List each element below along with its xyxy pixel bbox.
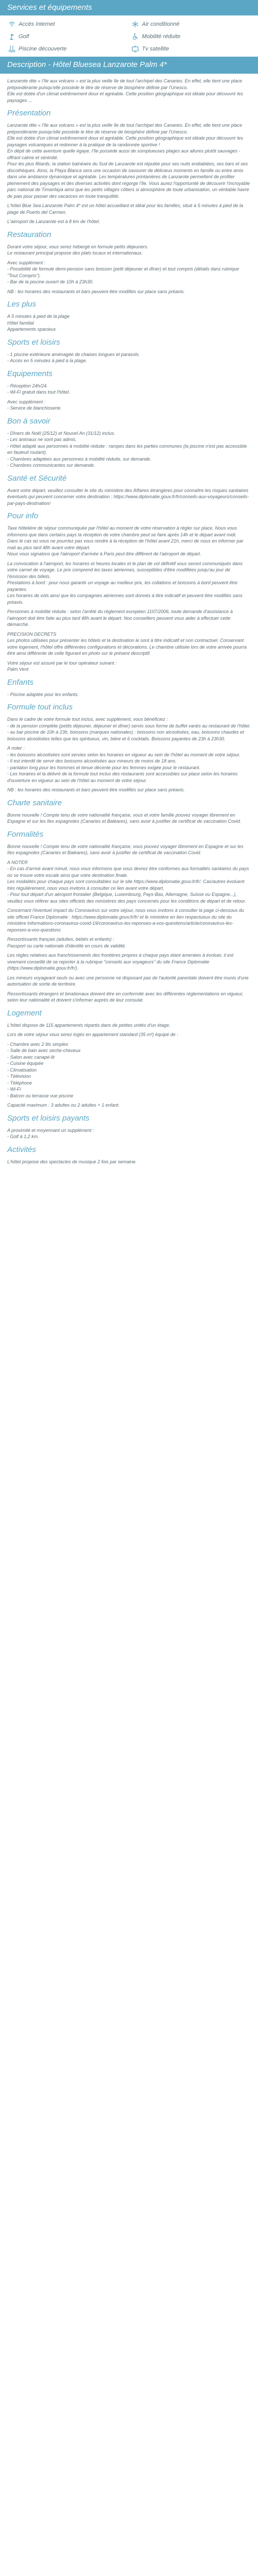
section-paragraph: Les mineurs voyageant seuls ou avec une personne ne disposant pas de l'autorité parentale doivent être munis d'une autorisation de sortie de territoire.	[7, 975, 250, 987]
amenity-item	[8, 21, 126, 28]
section-paragraph: L'hôtel propose des spectacles de musique 2 fois par semaine.	[7, 1159, 137, 1164]
section-heading: Les plus	[7, 300, 36, 309]
section-heading: Formalités	[7, 829, 44, 839]
section	[7, 512, 251, 673]
section-heading: Sports et loisirs payants	[7, 1113, 90, 1123]
section-paragraph: - Chambre avec 2 lits simples - Salle de bain avec sèche-cheveux - Salon avec canapé-lit - Cuisine équipée - Climatisation - Télévision - Téléphone - Wi-Fi - Balcon ou terrasse vue piscine	[7, 1041, 81, 1098]
amenity-item	[132, 45, 250, 53]
amenity-label: Golf	[19, 33, 29, 40]
section-paragraph: A noter : - les boissons alcoolisées sont servies selon les horaires en vigueur au sein de l'hôtel au moment de votre séjour. - Il est interdit de servir des boissons alcoolisées aux mineurs de moins de 18 ans. - pantalon long pour les hommes et tenue décente pour les femmes exigée pour le restaurant. - Les horaires et la délivré de la formule tout inclus des restaurants sont accessibles sur place selon les horaires d'ouverture en vigueur au sein de l'hôtel au moment de votre séjour.	[7, 745, 240, 783]
section	[7, 799, 251, 825]
section-heading: Formule tout inclus	[7, 703, 73, 711]
section-heading: Charte sanitaire	[7, 798, 62, 807]
section	[7, 1114, 251, 1140]
hotel-description-title: Description - Hôtel Bluesea Lanzarote Palm 4*	[0, 57, 258, 74]
wheelchair-icon	[132, 33, 139, 40]
section-paragraph: Avec supplément : - Service de blanchisserie.	[7, 399, 62, 411]
section-heading: Pour info	[7, 512, 39, 520]
section-paragraph: L'hôtel Blue Sea Lanzarote Palm 4* est un hôtel accueillant et idéal pour les familles, situé à 5 minutes à pied de la plage de Puerto del Carmen.	[7, 203, 245, 215]
amenity-label: Accès Internet	[19, 21, 55, 27]
section-paragraph: PRECISION DECRETS Les photos utilisées pour présenter les hôtels et la destination le sont à titre indicatif et non contractuel. Conservant votre logement, l'hôtel offre différentes configurations et décorations. Le chambre utilisée lors de votre arrivée pourra être ainsi différente de celle figurant en photo sur le présent descriptif.	[7, 631, 247, 656]
section	[7, 338, 251, 364]
section-paragraph: A NOTER - En cas d'arrivé avant minuit, nous vous informons que vous devrez être conformes aux formalités sanitaires du pays où se trouve votre escale ainsi que votre destination finale. Les modalités pour chaque pays sont consultables sur le site https://www.diplomatie.gouv.fr/fr/. Cas/autres évoluent très régulièrement, nous vous invitons à consulter ce lien avant votre départ. - Pour tout départ d'un aéroport frontalier (Belgique, Luxembourg, Pays-Bas, Allemagne, Suisse ou Espagne...), veuillez vous référer aux sites officiels des ministères des pays concernés pour les conditions de départ et de retour.	[7, 859, 249, 904]
amenity-label: Tv satellite	[142, 46, 169, 52]
section-paragraph: Concernant l'éventuel impact du Coronavirus sur votre séjour, nous vous invitons à consulter la page ci-dessous du site officiel France Diplomatie : https://www.diplomatie.gouv.fr/fr/ et le ministère en lien respectueux du site du ministère Informations-coronavirus-covid-19/coronavirus-les-reponses-a-vos-questions/article/coronavirus-les-reponses-a-vos-questions	[7, 908, 246, 933]
section-paragraph: L'aéroport de Lanzarote est à 8 km de l'hôtel.	[7, 219, 101, 224]
section-paragraph: Lanzarote dite « l'île aux volcans » est la plus veille île de tout l'archipel des Canaries. En effet, elle tient une place prépondérante puisqu'elle possède le titre de réserve de biosphère définie par l'Unesco. Elle est dotée d'un climat extrêmement doux et agréable. Cette position géographique est idéale pour découvrir les paysages volcaniques et redonner à la pratique de la randonnée sportive ! En dépit de cette aventure quelle égaye, l'île possède aussi de somptueuses plages aux allures plutôt sauvages - offrant calme et sérénité. Pour les plus fêtards, la station balnéaire du Sud de Lanzarote est réputée pour ses nuits endiablées, ses bars et ses discothèques. Ainsi, la Playa Blanca sera une occasion de savourer de délicieux moments en famille ou entre amis dans une ambiance dynamique et agréable. Les températures printanières de Lanzarote permettent de profiter pleinement des paysages et des diverses activités dont regorge l'île. Vous aurez l'opportunité de découvrir l'incroyable parc national de Timanfaya ainsi que les petits villages côtiers si atmosphère de toute urbanisation, un véritable havre de paix pour passer des vacances en toute tranquillité.	[7, 123, 250, 199]
section-heading: Equipements	[7, 369, 53, 378]
section-paragraph: Personnes à mobilité réduite : selon l'arrêté du règlement européen 1107/2006, toute demande d'assistance à l'aéroport doit être faite au plus tard 48h avant le départ. Nos conseillers peuvent vous aider à effectuer cette démarche.	[7, 609, 234, 627]
section	[7, 369, 251, 412]
pool-icon	[8, 45, 15, 53]
section-paragraph: Avant votre départ, veuillez consulter le site du ministère des Affaires étrangères pour connaître les risques sanitaires éventuels qui peuvent concerner votre destination : https://www.diplomatie.gouv.fr/fr/conseils-aux-voyageurs/conseils-par-pays-destination/	[7, 487, 250, 506]
section-paragraph: NB : les horaires des restaurants et bars peuvent être modifiés sur place sans préavis.	[7, 787, 185, 792]
section-heading: Bon à savoir	[7, 416, 51, 426]
section-heading: Présentation	[7, 109, 51, 117]
wifi-icon	[8, 21, 15, 28]
section-heading: Sports et loisirs	[7, 337, 60, 347]
section	[7, 474, 251, 507]
section	[7, 830, 251, 1004]
intro-paragraph: Lanzarote dite « l'île aux volcans » est la plus veille île de tout l'archipel des Canaries. En effet, elle tient une place prépondérante puisqu'elle possède le titre de réserve de biosphère définie par l'Unesco. Elle est dotée d'un climat extrêmement doux et agréable. Cette position géographique est idéale pour découvrir les paysages ...	[7, 78, 243, 103]
section-paragraph: A proximité et moyennant un supplément : - Golf à 1,2 km.	[7, 1127, 94, 1139]
section	[7, 1009, 251, 1109]
amenity-label: Mobilité réduite	[142, 33, 181, 40]
services-title-bar: Services et équipements	[0, 0, 258, 15]
section-paragraph: Ressortissants étrangers et binationaux doivent être en conformité avec les différentes réglementations en vigueur, selon leur nationalité et doivent s'informer auprès de leur consulat.	[7, 991, 245, 1003]
section-paragraph: Dans le cadre de votre formule tout inclus, avec supplément, vous bénéficiez : - de la pension complète (petits déjeuner, déjeuner et dîner) servis sous forme de buffet variés au restaurant de l'hôtel. - au bar piscine de 10h à 23h, boissons (marques nationales) : boissons non alcoolisées, eau, boissons chaudes et boissons alcoolisées telles que les spiritueux, vin, bière et 6 cocktails. Boissons payantes de 23h à 23h30.	[7, 717, 251, 741]
section-paragraph: Lors de votre séjour vous serez logés en appartement standard (35 m²) équipé de :	[7, 1032, 179, 1037]
amenity-item	[132, 21, 250, 28]
section-paragraph: Avec supplément : - Possibilité de formule demi-pension sans boisson (petit déjeuner et dîner) et tout compris (détails dans rubrique "Tout Compris"). - Bar de la piscine ouvert de 10h à 23h30.	[7, 260, 239, 284]
section-heading: Enfants	[7, 677, 34, 687]
sections	[7, 109, 251, 1165]
section-heading: Restauration	[7, 230, 52, 239]
section	[7, 300, 251, 333]
section-heading: Santé et Sécurité	[7, 473, 67, 483]
section-paragraph: Capacité maximum : 3 adultes ou 2 adultes + 1 enfant.	[7, 1103, 120, 1108]
section-paragraph: A 5 minutes à pied de la plage Hôtel familial Appartements spacieux	[7, 314, 70, 332]
section-paragraph: Durant votre séjour, vous serez hébergé en formule petits déjeuners. Le restaurant principal propose des plats locaux et internationaux.	[7, 244, 149, 256]
section	[7, 417, 251, 469]
amenity-label: Piscine découverte	[19, 46, 67, 52]
section-paragraph: Ressortissants français (adultes, bébés et enfants) : Passport ou carte nationale d'identité en cours de validité.	[7, 937, 126, 948]
section	[7, 1145, 251, 1165]
section-paragraph: - Réception 24h/24. - Wi-Fi gratuit dans tout l'hôtel.	[7, 383, 70, 395]
description-content	[0, 74, 258, 1178]
amenities-grid	[0, 15, 258, 57]
section-paragraph: Taxe hôtelière de séjour communiquée par l'hôtel au moment de votre réservation à régler sur place. Nous vous informons que dans certains pays la réception de votre chambre peut se faire après 14h et le départ avant midi. Dans le cas où vous ne pourriez pas vous rendre à la réception de l'hôtel avant 21h, merci de nous en informer par mail au plus tard 48h avant votre départ. Nous vous signalons que l'aéroport d'arrivée à Paris peut être différent de l'aéroport de départ.	[7, 526, 244, 556]
golf-icon	[8, 33, 15, 40]
section-paragraph: L'hôtel dispose de 115 appartements répartis dans de petites unités d'un étage.	[7, 1022, 170, 1028]
tv-icon	[132, 45, 139, 53]
section-paragraph: Les règles relatives aux franchissements des frontières propres à chaque pays étant amenées à évoluer, il est vivement conseillé de se reporter à la rubrique "conseils aux voyageurs" du site France Diplomatie (https://www.diplomatie.gouv.fr/fr/).	[7, 953, 235, 971]
section-paragraph: - 1 piscine extérieure aménagée de chaises longues et parasols. - Accès en 5 minutes à pied à la plage.	[7, 351, 140, 363]
snowflake-icon	[132, 21, 139, 28]
amenity-item	[8, 33, 126, 40]
section-paragraph: - Piscine adaptée pour les enfants.	[7, 691, 79, 697]
section-heading: Logement	[7, 1008, 42, 1018]
amenity-label: Air conditionné	[142, 21, 180, 27]
section-paragraph: NB : les horaires des restaurants et bars peuvent être modifiés sur place sans préavis.	[7, 289, 185, 294]
amenity-item	[132, 33, 250, 40]
section-heading: Activités	[7, 1145, 36, 1154]
page	[0, 0, 258, 1178]
section-paragraph: Bonne nouvelle ! Compte tenu de votre nationalité française, vous et votre famille pouvez voyager librement en Espagne et sur les îles espagnoles (Canaries et Baléares), sans avoir à justifier de certificat de vaccination Covid.	[7, 812, 241, 824]
amenity-item	[8, 45, 126, 53]
section	[7, 703, 251, 793]
section	[7, 109, 251, 225]
section-paragraph: Votre séjour est assuré par le tour opérateur suivant : Palm Vent	[7, 660, 117, 672]
section-paragraph: - Dîners de Noël (25/12) et Nouvel An (31/12) inclus. - Les animaux ne sont pas admis. - Hôtel adapté aux personnes à mobilité réduite : rampes dans les parties communes (la piscine n'est pas accessible en fauteuil roulant). - Chambres adaptées aux personnes à mobilité réduite, sur demande. - Chambres communicantes sur demande.	[7, 430, 247, 468]
section-paragraph: La convocation à l'aéroport, les horaires et heures locales et le plan de vol définitif vous seront communiqués dans votre carnet de voyage. Le prix comprend les taxes aériennes, susceptibles d'être modifiées jusqu'au jour de l'émission des billets. Prestations à bord : pour nous garantir un voyage au meilleur prix, les collations et boissons à bord peuvent être payantes. Les horaires de vols ainsi que les compagnies aériennes sont donnés à titre indicatif et peuvent être modifiés sans préavis.	[7, 561, 243, 605]
section	[7, 678, 251, 698]
section	[7, 230, 251, 295]
section-paragraph: Bonne nouvelle ! Compte tenu de votre nationalité française, vous pouvez voyager librement en Espagne et sur les îles espagnoles (Canaries et Baléares), sans avoir à justifier de certificat de vaccination Covid.	[7, 843, 245, 855]
